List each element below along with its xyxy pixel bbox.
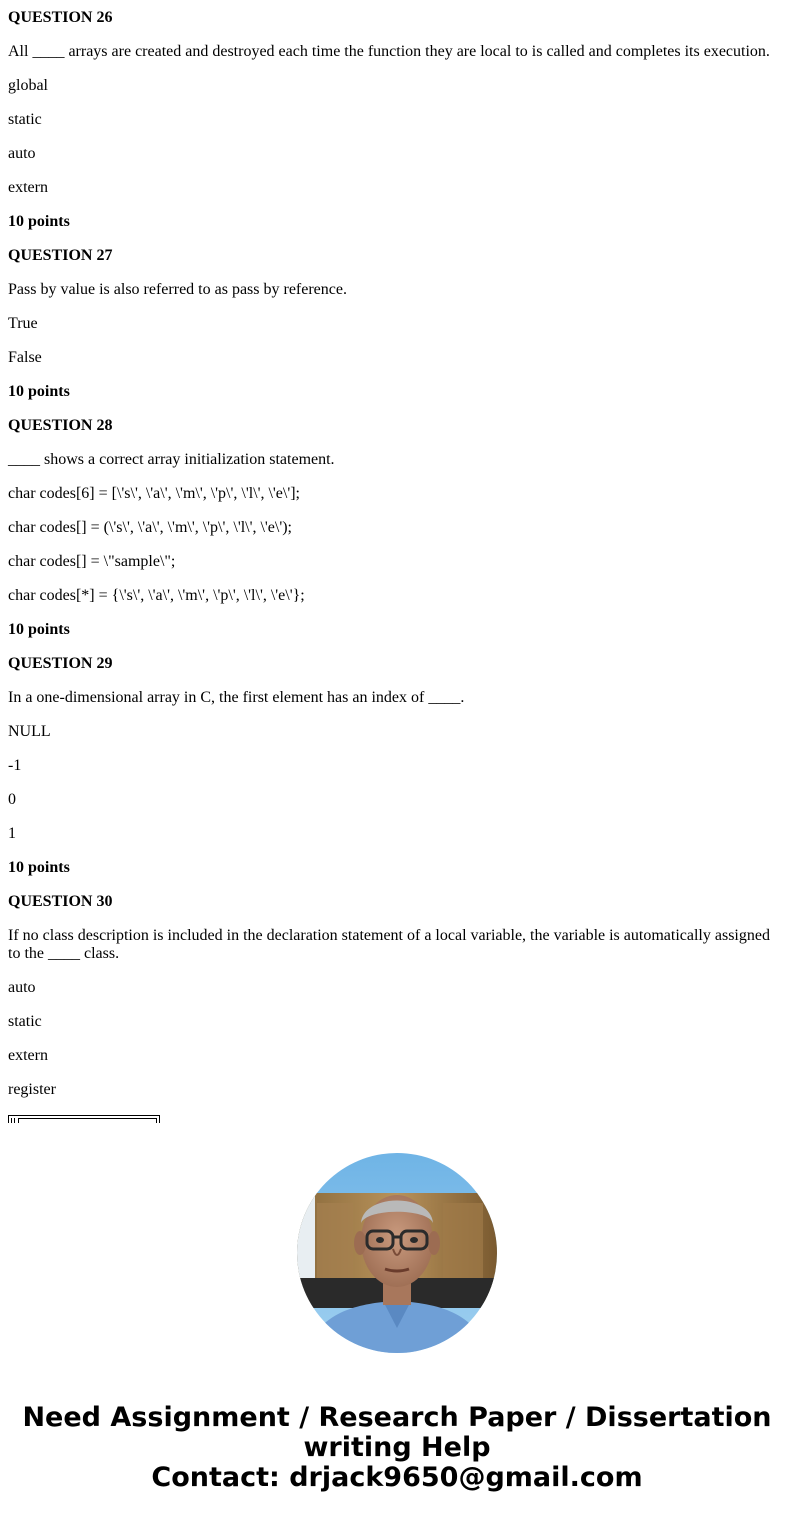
question-26-text: All ____ arrays are created and destroyed each time the function they are local to is called and completes its execution. — [8, 43, 770, 60]
question-30-heading: QUESTION 30 — [8, 893, 113, 910]
question-27-heading: QUESTION 27 — [8, 247, 113, 264]
question-28-heading: QUESTION 28 — [8, 417, 113, 434]
promo-line-2: writing Help — [303, 1432, 491, 1463]
question-28-option-1: char codes[6] = [\'s\', \'a\', \'m\', \'p\', \'l\', \'e\']; — [8, 485, 300, 502]
promo-line-1: Need Assignment / Research Paper / Dissertation — [22, 1402, 772, 1433]
question-29-text: In a one-dimensional array in C, the first element has an index of ____. — [8, 689, 465, 706]
question-28-points: 10 points — [8, 621, 70, 638]
promo-banner — [0, 1403, 794, 1493]
question-30-option-1: auto — [8, 979, 36, 996]
question-30-option-4: register — [8, 1081, 56, 1098]
question-26-points: 10 points — [8, 213, 70, 230]
question-27-option-2: False — [8, 349, 42, 366]
question-26-option-3: auto — [8, 145, 36, 162]
question-29-option-2: -1 — [8, 757, 22, 774]
question-27-option-1: True — [8, 315, 38, 332]
question-29-option-1: NULL — [8, 723, 51, 740]
question-28-option-4: char codes[*] = {\'s\', \'a\', \'m\', \'p\', \'l\', \'e\'}; — [8, 587, 305, 604]
author-avatar — [297, 1153, 497, 1353]
question-29-option-4: 1 — [8, 825, 16, 842]
question-26-option-1: global — [8, 77, 48, 94]
question-30-text: If no class description is included in the declaration statement of a local variable, the variable is automatically assigned to the ____ class. — [8, 927, 770, 962]
question-30-option-2: static — [8, 1013, 42, 1030]
question-29-option-3: 0 — [8, 791, 16, 808]
question-26-option-4: extern — [8, 179, 48, 196]
clipped-form-control — [8, 1115, 160, 1123]
clipped-control-bar — [11, 1118, 15, 1123]
clipped-inner-box — [18, 1118, 157, 1123]
question-28-option-2: char codes[] = (\'s\', \'a\', \'m\', \'p\', \'l\', \'e\'); — [8, 519, 292, 536]
question-29-points: 10 points — [8, 859, 70, 876]
question-28-text: ____ shows a correct array initialization statement. — [8, 451, 335, 468]
question-30-option-3: extern — [8, 1047, 48, 1064]
question-26-heading: QUESTION 26 — [8, 9, 113, 26]
question-27-points: 10 points — [8, 383, 70, 400]
question-28-option-3: char codes[] = \"sample\"; — [8, 553, 176, 570]
question-29-heading: QUESTION 29 — [8, 655, 113, 672]
question-27-text: Pass by value is also referred to as pass by reference. — [8, 281, 347, 298]
question-26-option-2: static — [8, 111, 42, 128]
promo-contact[interactable]: Contact: drjack9650@gmail.com — [151, 1462, 643, 1493]
